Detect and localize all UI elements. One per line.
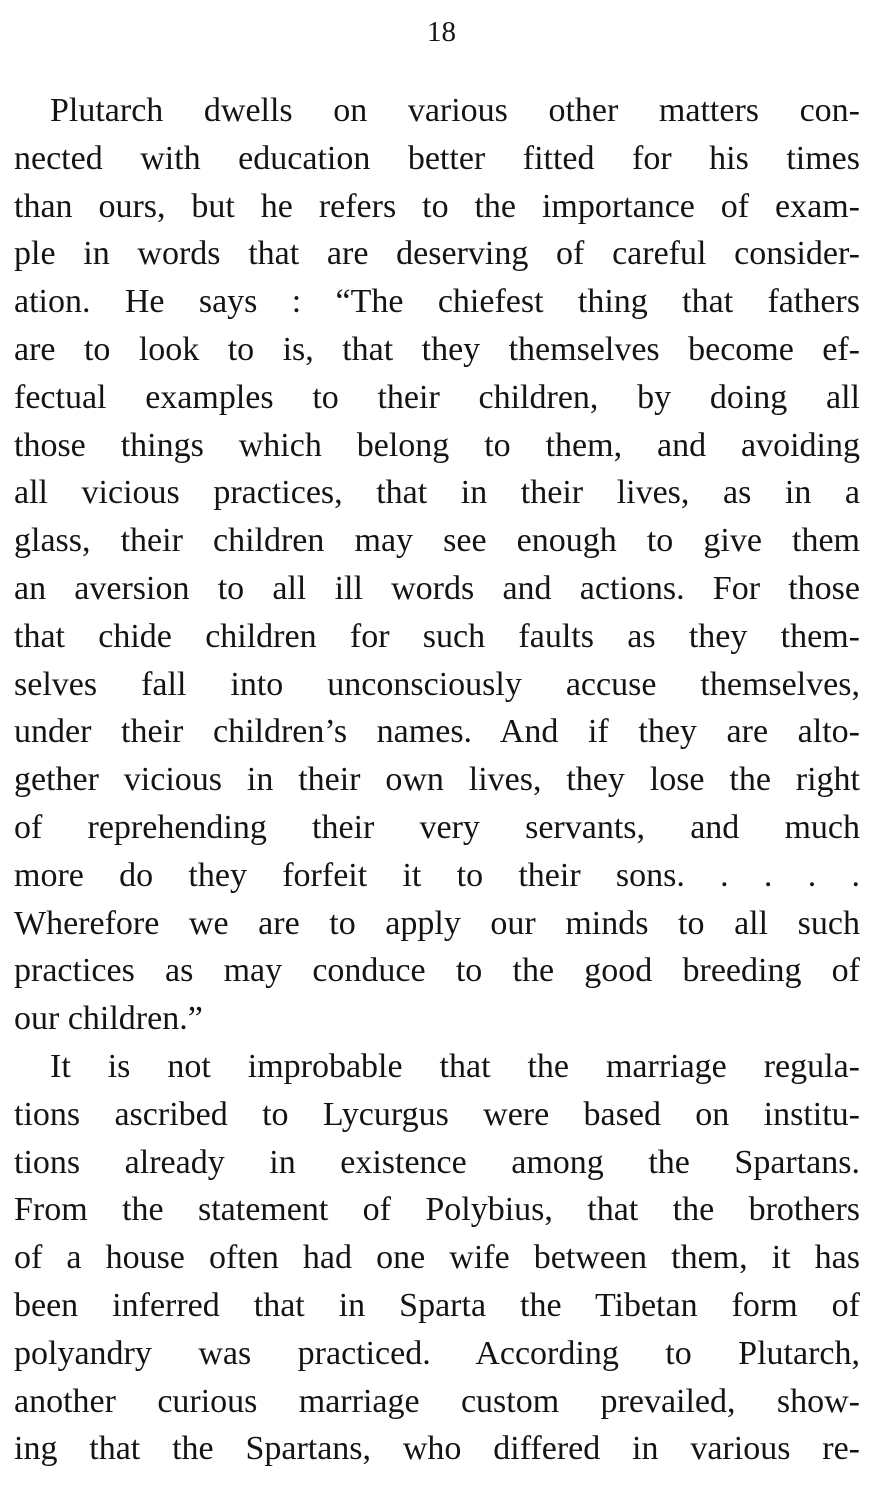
- text-line: more do they forfeit it to their sons. . . . .: [14, 856, 860, 894]
- text-line: under their children’s names. And if they are alto-: [14, 713, 860, 751]
- text-line: tions ascribed to Lycurgus were based on institu-: [14, 1095, 860, 1133]
- text-line: than ours, but he refers to the importance of exam-: [14, 187, 860, 225]
- text-line: ing that the Spartans, who differed in various re-: [14, 1430, 860, 1468]
- text-line: an aversion to all ill words and actions. For those: [14, 569, 860, 607]
- text-line: all vicious practices, that in their lives, as in a: [14, 474, 860, 512]
- text-line: are to look to is, that they themselves become ef-: [14, 330, 860, 368]
- text-line: practices as may conduce to the good breeding of: [14, 952, 860, 990]
- text-line: selves fall into unconsciously accuse themselves,: [14, 665, 860, 703]
- text-line: ple in words that are deserving of careful consider-: [14, 235, 860, 273]
- paragraph-1: [14, 87, 860, 1043]
- text-line: polyandry was practiced. According to Plutarch,: [14, 1334, 860, 1372]
- paragraph-2: [14, 1043, 860, 1473]
- body-text: [14, 87, 860, 1473]
- text-line: It is not improbable that the marriage regula-: [50, 1047, 860, 1085]
- text-line: gether vicious in their own lives, they lose the right: [14, 761, 860, 799]
- text-line: our children.”: [14, 1000, 203, 1038]
- text-line: been inferred that in Sparta the Tibetan form of: [14, 1286, 860, 1324]
- text-line: of reprehending their very servants, and much: [14, 808, 860, 846]
- text-line: Plutarch dwells on various other matters con-: [50, 92, 860, 129]
- text-line: tions already in existence among the Spartans.: [14, 1143, 860, 1181]
- text-line: Wherefore we are to apply our minds to all such: [14, 904, 860, 942]
- text-line: those things which belong to them, and avoiding: [14, 426, 860, 464]
- text-line: nected with education better fitted for his times: [14, 139, 860, 177]
- text-line: that chide children for such faults as they them-: [14, 617, 860, 655]
- text-line: another curious marriage custom prevailed, show-: [14, 1382, 860, 1420]
- text-line: of a house often had one wife between them, it has: [14, 1239, 860, 1277]
- text-line: fectual examples to their children, by doing all: [14, 378, 860, 416]
- page-number: 18: [427, 16, 456, 48]
- text-line: From the statement of Polybius, that the brothers: [14, 1191, 860, 1229]
- text-line: ation. He says : “The chiefest thing that fathers: [14, 283, 860, 321]
- text-line: glass, their children may see enough to give them: [14, 522, 860, 560]
